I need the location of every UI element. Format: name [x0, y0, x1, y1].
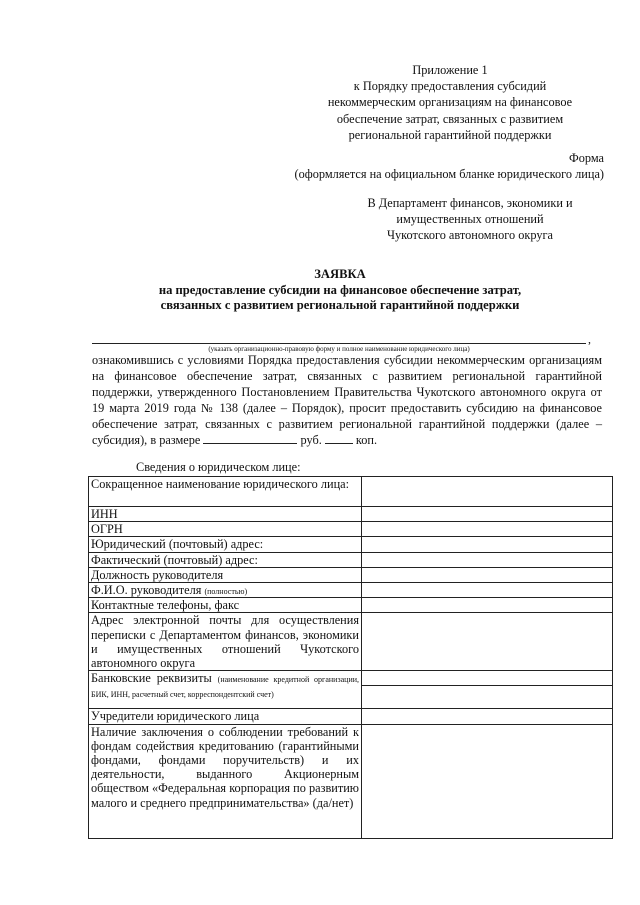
section-title: Сведения о юридическом лице: [136, 460, 301, 474]
head-name-value[interactable] [362, 583, 613, 598]
table-row [89, 598, 613, 613]
ogrn-value[interactable] [362, 522, 613, 537]
addressee-line: имущественных отношений [396, 212, 544, 227]
row-label: Сокращенное наименование юридического лица: [89, 477, 362, 507]
table-row [89, 709, 613, 724]
annex-line: Приложение 1 [412, 63, 488, 77]
legal-address-value[interactable] [362, 537, 613, 552]
founders-value[interactable] [362, 709, 613, 724]
table-row [89, 522, 613, 537]
row-label [89, 671, 362, 709]
kop-label: коп. [352, 432, 378, 447]
table-row [89, 537, 613, 552]
amount-kop-field[interactable] [325, 433, 353, 444]
short-name-value[interactable] [362, 477, 613, 507]
applicant-comma: , [588, 332, 591, 346]
body-text: ознакомившись с условиями Порядка предоставления субсидии некоммерческим организациям на финансовое обеспечение затрат, связанных с развитием региональной гарантийной поддержки, утвержденного Постановлением Правительства Чукотского автономного округа от 19 марта 2019 года № 138 (далее – Порядок), просит предоставить субсидию на финансовое обеспечение затрат, связанных с развитием региональной гарантийной поддержки (далее – субсидия), в размере [92, 353, 602, 447]
legal-entity-table [88, 476, 613, 839]
row-label [89, 583, 362, 598]
bank-label: Банковские реквизиты [91, 671, 212, 686]
table-row [89, 477, 613, 507]
addressee-line: В Департамент финансов, экономики и [367, 196, 573, 210]
title-line: связанных с развитием региональной гарантийной поддержки [160, 298, 520, 312]
table-row [89, 567, 613, 582]
annex-line: региональной гарантийной поддержки [348, 127, 552, 142]
bank-note: (наименование кредитной организации, БИК, ИНН, расчетный счет, корреспондентский счет) [91, 675, 360, 699]
phones-value[interactable] [362, 598, 613, 613]
row-label: ОГРН [89, 522, 362, 537]
table-row [89, 552, 613, 567]
bank-subcell[interactable] [362, 671, 612, 686]
table-row [89, 613, 613, 671]
applicant-name-field[interactable] [92, 343, 586, 344]
table-row [89, 671, 613, 709]
bank-value[interactable] [362, 671, 613, 709]
annex-line: обеспечение затрат, связанных с развитием [336, 111, 564, 126]
addressee-block [350, 195, 590, 244]
form-note: (оформляется на официальном бланке юридического лица) [294, 167, 604, 181]
row-label: Должность руководителя [89, 567, 362, 582]
title-heading: ЗАЯВКА [314, 267, 366, 281]
head-position-value[interactable] [362, 567, 613, 582]
title-line: на предоставление субсидии на финансовое обеспечение затрат, [158, 282, 522, 297]
annex-header [290, 62, 610, 143]
annex-line: некоммерческим организациям на финансовое [327, 95, 573, 110]
amount-rub-field[interactable] [203, 433, 297, 444]
annex-line: к Порядку предоставления субсидий [353, 79, 547, 94]
document-title [90, 267, 590, 314]
table-row [89, 583, 613, 598]
application-body [92, 353, 602, 448]
row-label: ИНН [89, 507, 362, 522]
row-label: Учредители юридического лица [89, 709, 362, 724]
email-value[interactable] [362, 613, 613, 671]
inn-value[interactable] [362, 507, 613, 522]
form-label: Форма [569, 151, 604, 165]
row-label: Наличие заключения о соблюдении требований к фондам содействия кредитованию (гарантийными фондами, фондами поручительств) и их деятельности, выданного Акционерным обществом «Федеральная корпорация по развитию малого и среднего предпринимательства» (да/нет) [89, 724, 362, 838]
row-label: Контактные телефоны, факс [89, 598, 362, 613]
head-name-note: (полностью) [204, 587, 248, 597]
applicant-hint: (указать организационно-правовую форму и полное наименование юридического лица) [208, 345, 470, 353]
conclusion-value[interactable] [362, 724, 613, 838]
row-label: Фактический (почтовый) адрес: [89, 552, 362, 567]
row-label: Юридический (почтовый) адрес: [89, 537, 362, 552]
addressee-line: Чукотского автономного округа [387, 228, 553, 243]
rub-label: руб. [297, 432, 325, 447]
row-label: Адрес электронной почты для осуществления переписки с Департаментом финансов, экономики и имущественных отношений Чукотского автономного округа [89, 613, 362, 671]
table-row [89, 724, 613, 838]
actual-address-value[interactable] [362, 552, 613, 567]
head-name-label: Ф.И.О. руководителя [91, 583, 202, 598]
table-row [89, 507, 613, 522]
